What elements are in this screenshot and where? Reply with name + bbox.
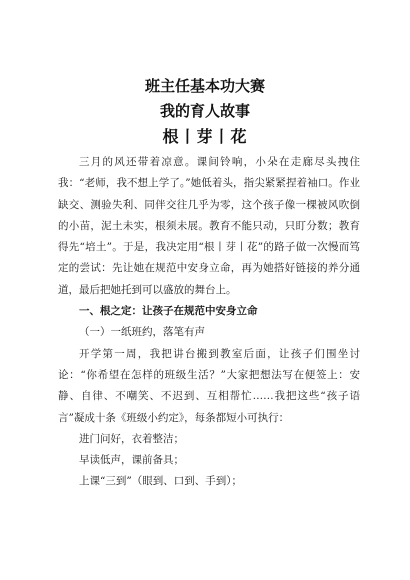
- rule-item: 上课“三到”（眼到、口到、手到）；: [79, 475, 242, 488]
- body-paragraph: 开学第一周，我把讲台搬到教室后面，让孩子们围坐讨论：“你希望在怎样的班级生活？”大家把想法写在便签上：安静、自律、不嘲笑、不迟到、互相帮忙……我把这些“孩子语言”凝成十条《班级小约定》，每条都短小可执行：: [58, 347, 360, 424]
- subsection-heading: （一）一纸班约，落笔有声: [79, 326, 205, 339]
- intro-paragraph: 三月的风还带着凉意。课间铃响，小朵在走廊尽头拽住我：“老师，我不想上学了。”她低着头，指尖紧紧捏着袖口。作业缺交、测验失利、同伴交往几乎为零，这个孩子像一棵被风吹倒的小苗，泥土未实，根须未展。教育不能只动，只盯分数；教育得先“培土”。于是，我决定用“根丨芽丨花”的路子做一次慢而笃定的尝试：先让她在规范中安身立命，再为她搭好链接的养分通道，最后把她托到可以盛放的舞台上。: [58, 156, 360, 296]
- document-body: [58, 152, 360, 493]
- title-block: [0, 76, 410, 149]
- competition-title: 班主任基本功大赛: [144, 77, 265, 95]
- rule-item: 早读低声，课前备具；: [79, 454, 184, 467]
- section-heading: 一、根之定：让孩子在规范中安身立命: [79, 305, 258, 318]
- story-subtitle: 根丨芽丨花: [162, 127, 248, 146]
- rule-item: 进门问好，衣着整洁；: [79, 432, 184, 445]
- story-title: 我的育人故事: [159, 102, 250, 120]
